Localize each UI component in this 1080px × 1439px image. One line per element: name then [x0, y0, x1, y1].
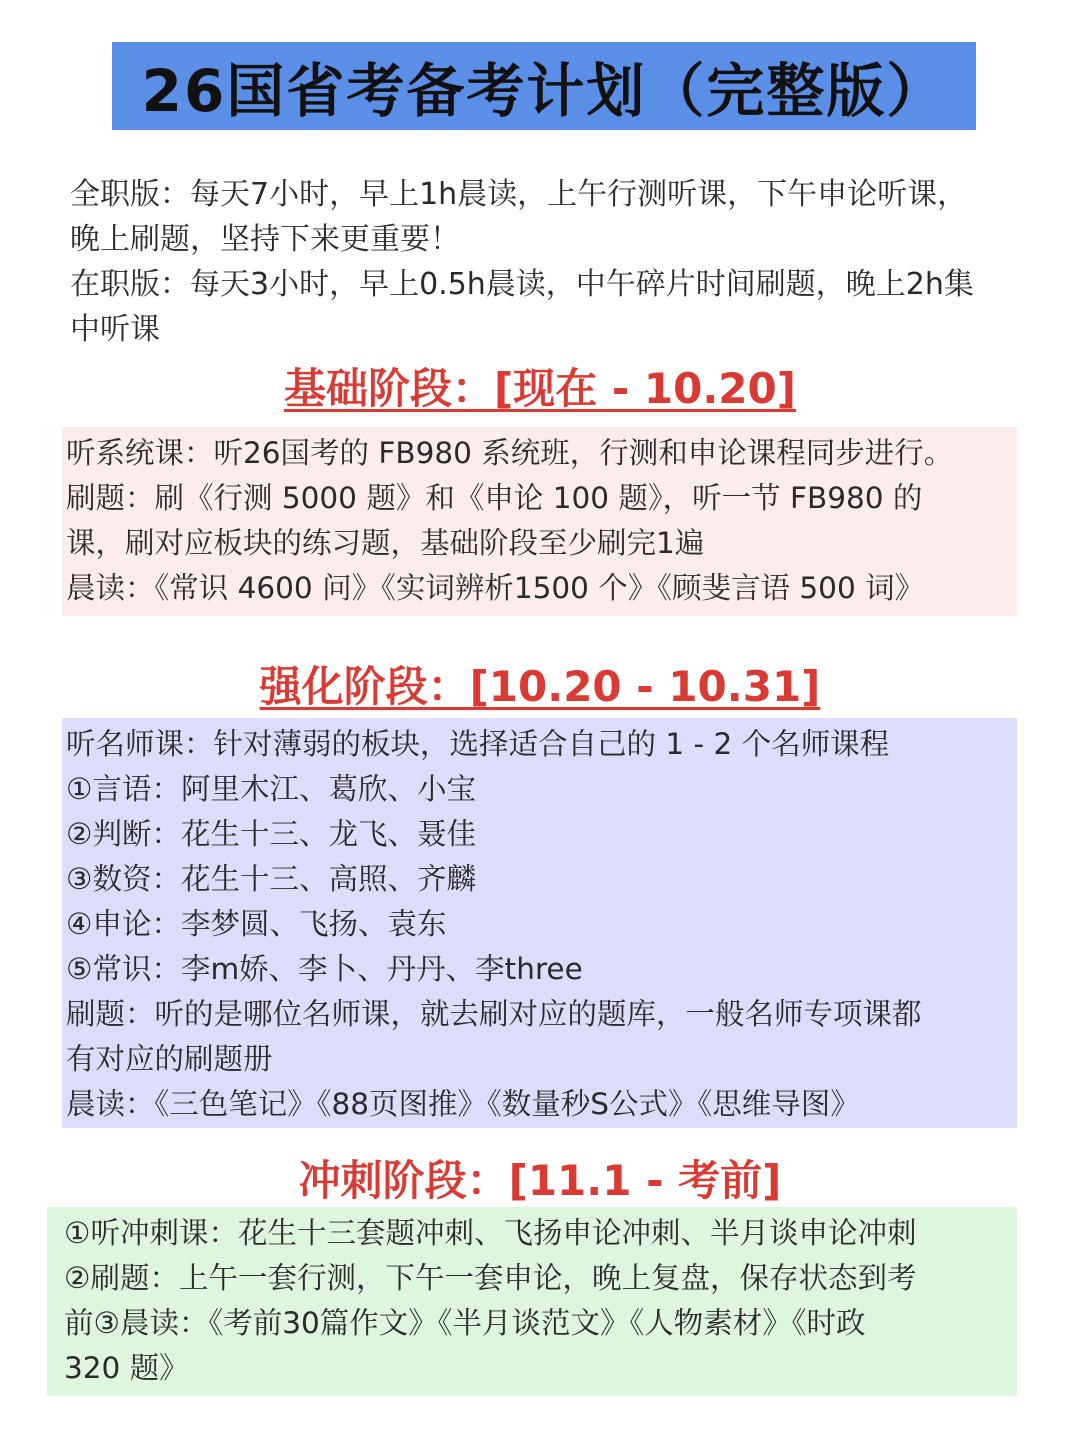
- sprint-stage-box: [47, 1207, 1017, 1396]
- intro-fulltime-line-2: 晚上刷题，坚持下来更重要！: [70, 222, 460, 257]
- strengthen-line-practice-1: 刷题：听的是哪位名师课，就去刷对应的题库，一般名师专项课都: [66, 997, 922, 1031]
- sprint-line-course: ①听冲刺课：花生十三套题冲刺、飞扬申论冲刺、半月谈申论冲刺: [64, 1216, 917, 1250]
- intro-parttime-line-2: 中听课: [70, 312, 160, 347]
- strengthen-line-quant: ③数资：花生十三、高照、齐麟: [66, 862, 476, 896]
- intro-section: [70, 172, 1030, 352]
- basic-line-morning-reading: 晨读：《常识 4600 问》《实词辨析1500 个》《顾斐言语 500 词》: [66, 571, 925, 605]
- strengthen-line-verbal: ①言语：阿里木江、葛欣、小宝: [66, 772, 476, 806]
- strengthen-line-morning-reading: 晨读：《三色笔记》《88页图推》《数量秒S公式》《思维导图》: [66, 1087, 860, 1121]
- sprint-line-morning-reading-2: 320 题》: [64, 1351, 189, 1385]
- intro-fulltime-line-1: 全职版：每天7小时，早上1h晨读，上午行测听课，下午申论听课，: [70, 177, 968, 212]
- page-title: 26国省考备考计划（完整版）: [141, 57, 947, 125]
- strengthen-line-teacher-course: 听名师课：针对薄弱的板块，选择适合自己的 1 - 2 个名师课程: [66, 727, 890, 761]
- basic-stage-heading: [0, 356, 1080, 416]
- strengthen-line-judgment: ②判断：花生十三、龙飞、聂佳: [66, 817, 476, 851]
- intro-parttime-line-1: 在职版：每天3小时，早上0.5h晨读，中午碎片时间刷题，晚上2h集: [70, 267, 974, 302]
- basic-line-system-course: 听系统课：听26国考的 FB980 系统班，行测和申论课程同步进行。: [66, 436, 954, 470]
- basic-line-practice-2: 课，刷对应板块的练习题，基础阶段至少刷完1遍: [66, 526, 705, 560]
- strengthen-line-practice-2: 有对应的刷题册: [66, 1042, 273, 1076]
- title-banner: [112, 42, 976, 130]
- strengthen-stage-box: [62, 718, 1017, 1128]
- sprint-stage-heading: [0, 1148, 1080, 1208]
- strengthen-stage-heading-text: 强化阶段：[10.20 - 10.31]: [259, 662, 821, 711]
- sprint-line-morning-reading-1: 前③晨读：《考前30篇作文》《半月谈范文》《人物素材》《时政: [64, 1306, 866, 1340]
- strengthen-line-essay: ④申论：李梦圆、飞扬、袁东: [66, 907, 447, 941]
- sprint-stage-heading-text: 冲刺阶段：[11.1 - 考前]: [298, 1156, 782, 1205]
- strengthen-stage-heading: [0, 654, 1080, 714]
- strengthen-line-general: ⑤常识：李m娇、李卜、丹丹、李three: [66, 952, 583, 986]
- sprint-line-practice: ②刷题：上午一套行测，下午一套申论，晚上复盘，保存状态到考: [64, 1261, 917, 1295]
- basic-line-practice-1: 刷题：刷《行测 5000 题》和《申论 100 题》，听一节 FB980 的: [66, 481, 923, 515]
- basic-stage-heading-text: 基础阶段：[现在 - 10.20]: [284, 364, 796, 413]
- basic-stage-box: [62, 427, 1017, 616]
